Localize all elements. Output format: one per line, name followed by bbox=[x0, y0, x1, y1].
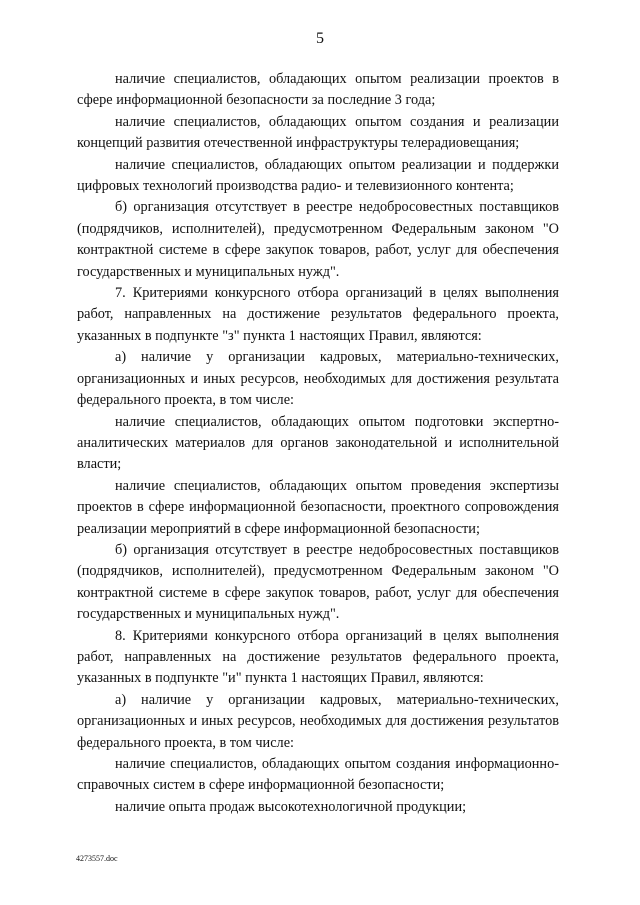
paragraph: а) наличие у организации кадровых, материально-технических, организационных и иных ресурсов, необходимых для достижения результата федерального проекта, в том числе: bbox=[77, 349, 559, 409]
paragraph: б) организация отсутствует в реестре недобросовестных поставщиков (подрядчиков, исполнителей), предусмотренном Федеральным законом "О контрактной системе в сфере закупок товаров, работ, услуг для обеспечения государственных и муниципальных нужд". bbox=[77, 199, 559, 280]
paragraph: наличие опыта продаж высокотехнологичной продукции; bbox=[115, 798, 467, 815]
paragraph: наличие специалистов, обладающих опытом реализации и поддержки цифровых технологий производства радио- и телевизионного контента; bbox=[77, 156, 559, 195]
paragraph: 8. Критериями конкурсного отбора организаций в целях выполнения работ, направленных на достижение результатов федерального проекта, указанных в подпункте "и" пункта 1 настоящих Правил, являются: bbox=[77, 627, 559, 687]
page-number: 5 bbox=[316, 30, 324, 47]
paragraph: наличие специалистов, обладающих опытом подготовки экспертно-аналитических материалов для органов законодательной и исполнительной власти; bbox=[77, 413, 559, 473]
paragraph: б) организация отсутствует в реестре недобросовестных поставщиков (подрядчиков, исполнителей), предусмотренном Федеральным законом "О контрактной системе в сфере закупок товаров, работ, услуг для обеспечения государственных и муниципальных нужд". bbox=[77, 541, 559, 623]
paragraph: 7. Критериями конкурсного отбора организаций в целях выполнения работ, направленных на достижение результатов федерального проекта, указанных в подпункте "з" пункта 1 настоящих Правил, являются: bbox=[77, 285, 559, 344]
footer-filename: 4273557.doc bbox=[76, 854, 118, 863]
paragraph: а) наличие у организации кадровых, материально-технических, организационных и иных ресурсов, необходимых для достижения результатов федерального проекта, в том числе: bbox=[77, 691, 559, 751]
paragraph: наличие специалистов, обладающих опытом реализации проектов в сфере информационной безопасности за последние 3 года; bbox=[77, 71, 559, 109]
paragraph: наличие специалистов, обладающих опытом создания и реализации концепций развития отечественной инфраструктуры телерадиовещания; bbox=[77, 113, 559, 152]
document-body bbox=[77, 69, 559, 818]
paragraph: наличие специалистов, обладающих опытом проведения экспертизы проектов в сфере информационной безопасности, проектного сопровождения реализации мероприятий в сфере информационной безопасности; bbox=[77, 477, 559, 537]
paragraph: наличие специалистов, обладающих опытом создания информационно-справочных систем в сфере информационной безопасности; bbox=[77, 756, 559, 794]
